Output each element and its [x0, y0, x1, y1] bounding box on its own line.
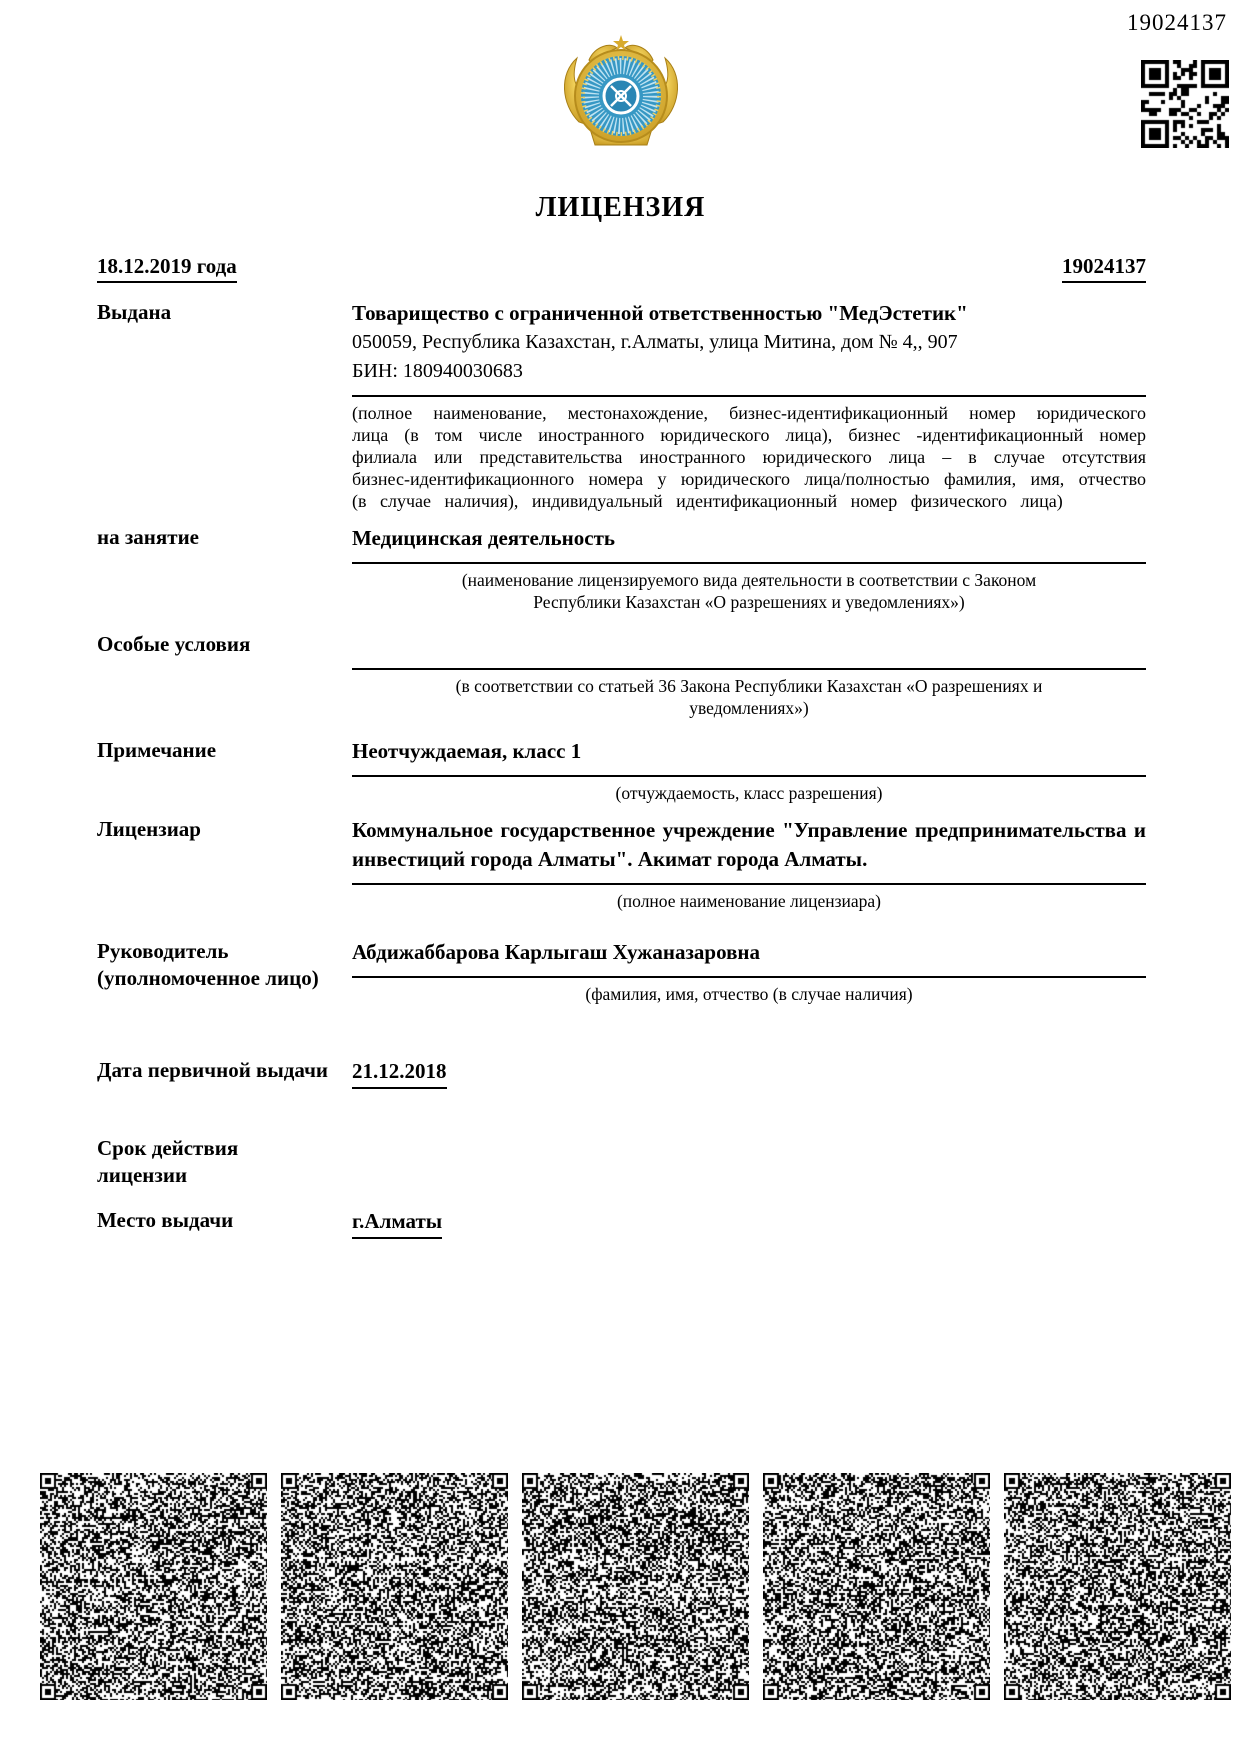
special-conditions-value: [352, 631, 1146, 659]
company-bin: БИН: 180940030683: [352, 360, 523, 382]
value-rule: [352, 668, 1146, 719]
kazakhstan-emblem-icon: [555, 34, 687, 171]
stamp-barcode-icon: [522, 1473, 749, 1700]
footnote-special-conditions: (в соответствии со статьей 36 Закона Республики Казахстан «О разрешениях и уведомлениях»): [455, 676, 1043, 718]
document-title: ЛИЦЕНЗИЯ: [535, 192, 706, 223]
field-row-special-conditions: [97, 631, 1146, 719]
field-label-note: Примечание: [97, 738, 217, 762]
footnote-head: (фамилия, имя, отчество (в случае наличия): [585, 984, 913, 1004]
issue-place-value: г.Алматы: [352, 1207, 442, 1239]
field-label-first-issue-date: Дата первичной выдачи: [97, 1058, 329, 1082]
qr-code-icon: [1141, 60, 1229, 148]
issue-date: 18.12.2019 года: [97, 252, 237, 283]
field-label-licensor: Лицензиар: [97, 817, 201, 841]
field-label-validity: Срок действия лицензии: [97, 1136, 239, 1187]
value-rule: [352, 395, 1146, 512]
licensor-value: Коммунальное государственное учреждение "Управление предпринимательства и инвестиций города Алматы". Акимат города Алматы.: [352, 818, 1146, 871]
field-row-activity: [97, 524, 1146, 613]
footnote-activity: (наименование лицензируемого вида деятельности в соответствии с Законом Республики Казахстан «О разрешениях и уведомлениях»): [461, 570, 1037, 612]
note-value: Неотчуждаемая, класс 1: [352, 739, 582, 763]
value-rule: [352, 562, 1146, 613]
company-name: Товарищество с ограниченной ответственностью "МедЭстетик": [352, 301, 968, 325]
value-rule: [352, 883, 1146, 912]
footnote-note: (отчуждаемость, класс разрешения): [615, 783, 883, 803]
field-row-validity: [97, 1135, 1146, 1189]
document-body: [97, 252, 1146, 1239]
field-row-issued-to: [97, 299, 1146, 512]
field-row-note: [97, 737, 1146, 804]
stamp-barcode-icon: [1004, 1473, 1231, 1700]
field-row-issue-place: [97, 1207, 1146, 1239]
stamp-barcode-icon: [40, 1473, 267, 1700]
value-rule: [352, 976, 1146, 1005]
field-row-head: [97, 938, 1146, 1005]
field-row-first-issue-date: [97, 1057, 1146, 1089]
stamp-barcode-icon: [763, 1473, 990, 1700]
field-label-issued-to: Выдана: [97, 300, 172, 324]
value-rule: [352, 775, 1146, 804]
license-number: 19024137: [1062, 252, 1146, 283]
field-label-head: Руководитель (уполномоченное лицо): [97, 939, 319, 990]
company-address: 050059, Республика Казахстан, г.Алматы, улица Митина, дом № 4,, 907: [352, 331, 958, 353]
date-number-row: [97, 252, 1146, 283]
footnote-issued-to: (полное наименование, местонахождение, бизнес-идентификационный номер юридического лица (в том числе иностранного юридического лица), бизнес -идентификационный номер филиала или представительства иностранного юридического лица – в случае отсутствия бизнес-идентификационного номера у юридического лица/полностью фамилия, имя, отчество (в случае наличия), индивидуальный идентификационный номер физического лица): [352, 403, 1146, 511]
signature-stamp-strip: [40, 1473, 1231, 1700]
footnote-licensor: (полное наименование лицензиара): [616, 891, 882, 911]
field-label-special-conditions: Особые условия: [97, 632, 251, 656]
field-label-activity: на занятие: [97, 525, 199, 549]
field-row-licensor: [97, 816, 1146, 912]
first-issue-date-value: 21.12.2018: [352, 1057, 447, 1089]
activity-value: Медицинская деятельность: [352, 526, 615, 550]
head-value: Абдижаббарова Карлыгаш Хужаназаровна: [352, 940, 761, 964]
stamp-barcode-icon: [281, 1473, 508, 1700]
field-label-issue-place: Место выдачи: [97, 1208, 234, 1232]
corner-license-number: 19024137: [1127, 10, 1227, 35]
